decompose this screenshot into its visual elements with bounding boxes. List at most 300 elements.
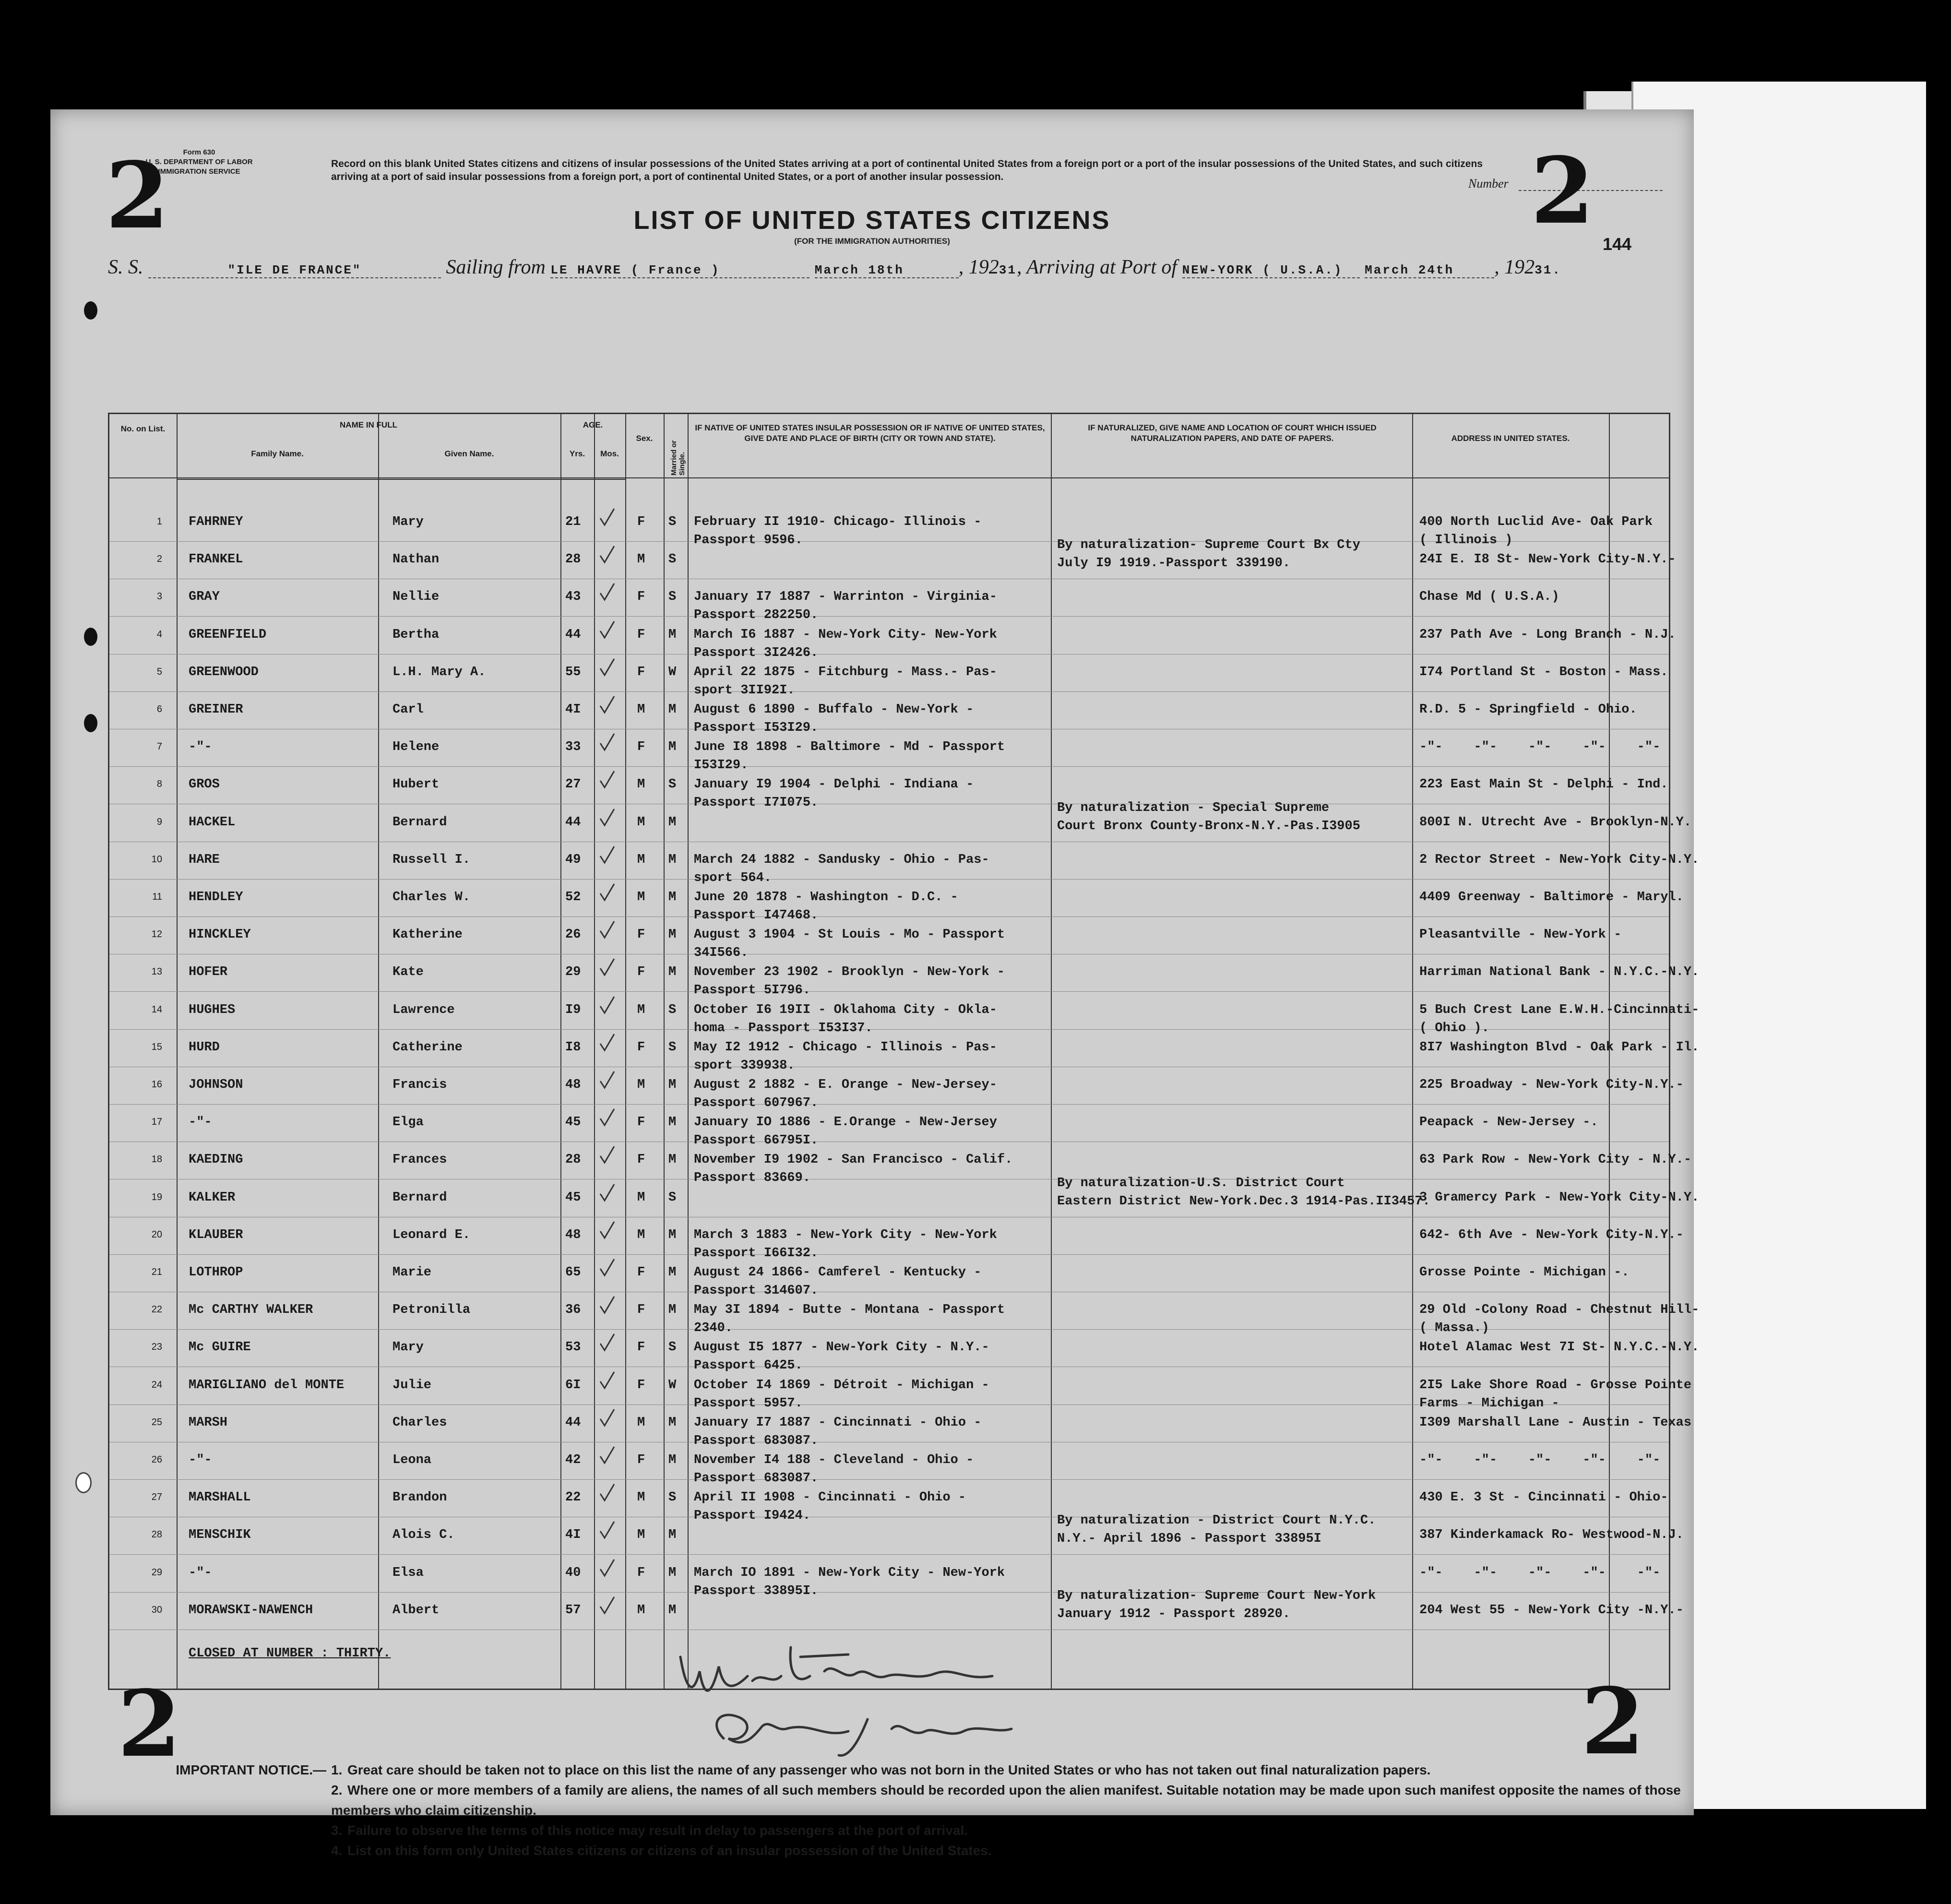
us-address: 800I N. Utrecht Ave - Brooklyn-N.Y. (1419, 815, 1692, 830)
row-rule (109, 1254, 1669, 1255)
given-name: Helene (393, 740, 440, 754)
row-number: 3 (156, 591, 162, 602)
us-address: 642- 6th Ave - New-York City-N.Y.- (1419, 1228, 1684, 1242)
naturalization-details: Court Bronx County-Bronx-N.Y.-Pas.I3905 (1057, 819, 1360, 833)
us-address: 430 E. 3 St - Cincinnati - Ohio- (1419, 1490, 1668, 1505)
sex: M (637, 1490, 645, 1505)
family-name: HURD (189, 1040, 220, 1055)
age-years: 21 (565, 515, 581, 529)
birth-details: Passport I7I075. (694, 796, 819, 810)
check-mark (599, 583, 615, 602)
birth-details: March I6 1887 - New-York City- New-York (694, 628, 997, 642)
age-years: 48 (565, 1078, 581, 1092)
row-number: 20 (151, 1229, 162, 1240)
check-mark (599, 920, 615, 940)
sex: F (637, 965, 645, 979)
birth-details: I53I29. (694, 758, 749, 773)
birth-details: Passport 66795I. (694, 1133, 819, 1148)
marital-status: M (668, 1115, 677, 1130)
punch-hole (84, 628, 97, 646)
sex: M (637, 777, 645, 792)
arriving-label: Arriving at Port of (1026, 256, 1178, 278)
age-years: 28 (565, 1153, 581, 1167)
form-number: Form 630 (183, 148, 215, 156)
row-number: 25 (151, 1417, 162, 1428)
us-address: 2 Rector Street - New-York City-N.Y. (1419, 853, 1700, 867)
birth-details: Passport I66I32. (694, 1246, 819, 1261)
row-number: 9 (156, 817, 162, 827)
birth-details: August 3 1904 - St Louis - Mo - Passport (694, 928, 1005, 942)
sex: F (637, 1115, 645, 1130)
family-name: HACKEL (189, 815, 236, 830)
check-mark (599, 508, 615, 527)
row-number: 1 (156, 516, 162, 527)
age-years: 4I (565, 1528, 581, 1542)
arrival-date: March 24th (1365, 263, 1494, 278)
given-name: Nathan (393, 552, 440, 567)
sex: M (637, 1078, 645, 1092)
marital-status: M (668, 853, 677, 867)
family-name: HENDLEY (189, 890, 243, 904)
us-address: Chase Md ( U.S.A.) (1419, 590, 1559, 604)
age-years: 48 (565, 1228, 581, 1242)
us-address: 237 Path Ave - Long Branch - N.J. (1419, 628, 1676, 642)
marital-status: M (668, 928, 677, 942)
sheet-number-top-right: 2 (1531, 137, 1594, 244)
us-address: 223 East Main St - Delphi - Ind. (1419, 777, 1668, 792)
family-name: GREINER (189, 702, 243, 717)
row-number: 5 (156, 666, 162, 677)
naturalization-details: July I9 1919.-Passport 339190. (1057, 556, 1291, 571)
given-name: Russell I. (393, 853, 471, 867)
birth-details: June 20 1878 - Washington - D.C. - (694, 890, 958, 904)
given-name: Catherine (393, 1040, 463, 1055)
age-years: 49 (565, 853, 581, 867)
family-name: FAHRNEY (189, 515, 243, 529)
naturalization-details: N.Y.- April 1896 - Passport 33895I (1057, 1532, 1321, 1546)
header-sex: Sex. (636, 434, 653, 443)
check-mark (599, 770, 615, 789)
birth-details: 2340. (694, 1321, 733, 1335)
birth-details: Passport I9424. (694, 1509, 811, 1523)
birth-details: August 24 1866- Camferel - Kentucky - (694, 1265, 982, 1280)
header-address: ADDRESS IN UNITED STATES. (1451, 434, 1570, 443)
naturalization-details: By naturalization-U.S. District Court (1057, 1176, 1345, 1190)
row-rule (109, 916, 1669, 917)
row-number: 24 (151, 1380, 162, 1390)
given-name: Bernard (393, 815, 447, 830)
us-address: 8I7 Washington Blvd - Oak Park - Il. (1419, 1040, 1700, 1055)
marital-status: M (668, 890, 677, 904)
sex: M (637, 552, 645, 567)
row-number: 30 (151, 1605, 162, 1615)
sex: F (637, 590, 645, 604)
family-name: MORAWSKI-NAWENCH (189, 1603, 313, 1618)
us-address: ( Ohio ). (1419, 1021, 1489, 1035)
family-name: HINCKLEY (189, 928, 251, 942)
year-suffix-arrival: 31. (1535, 263, 1561, 277)
us-address: 2I5 Lake Shore Road - Grosse Pointe (1419, 1378, 1692, 1392)
sex: F (637, 1378, 645, 1392)
family-name: KAEDING (189, 1153, 243, 1167)
us-address: 5 Buch Crest Lane E.W.H.-Cincinnati- (1419, 1003, 1700, 1017)
age-years: 40 (565, 1566, 581, 1580)
age-years: 4I (565, 702, 581, 717)
department-label: U. S. DEPARTMENT OF LABOR (145, 158, 253, 166)
sex: M (637, 702, 645, 717)
marital-status: S (668, 590, 677, 604)
naturalization-details: By naturalization- Supreme Court New-York (1057, 1589, 1376, 1603)
notice-item: 2. Where one or more members of a family are aliens, the names of all such members should be recorded upon the alien manifest. Suitable notation may be made upon such manifest opposite the names of those members who claim citizenship. (331, 1783, 1681, 1818)
sex: M (637, 1603, 645, 1618)
marital-status: M (668, 628, 677, 642)
header-age: AGE. (583, 420, 603, 429)
given-name: Charles (393, 1416, 447, 1430)
check-mark (599, 808, 615, 827)
page-subtitle: (FOR THE IMMIGRATION AUTHORITIES) (794, 237, 950, 246)
form-identification (96, 148, 302, 177)
check-mark (599, 1108, 615, 1127)
header-naturalized: IF NATURALIZED, GIVE NAME AND LOCATION OF COURT WHICH ISSUED NATURALIZATION PAPERS, AND DATE OF PAPERS. (1088, 423, 1377, 443)
row-number: 4 (156, 629, 162, 640)
birth-details: April II 1908 - Cincinnati - Ohio - (694, 1490, 966, 1505)
given-name: L.H. Mary A. (393, 665, 486, 679)
sex: F (637, 665, 645, 679)
marital-status: S (668, 1490, 677, 1505)
sex: F (637, 1303, 645, 1317)
sex: F (637, 928, 645, 942)
marital-status: M (668, 1566, 677, 1580)
given-name: Carl (393, 702, 424, 717)
check-mark (599, 1033, 615, 1052)
given-name: Katherine (393, 928, 463, 942)
family-name: HUGHES (189, 1003, 236, 1017)
passenger-table (108, 413, 1700, 1690)
naturalization-details: By naturalization- Supreme Court Bx Cty (1057, 538, 1360, 552)
birth-details: November I9 1902 - San Francisco - Calif. (694, 1153, 1013, 1167)
sex: M (637, 890, 645, 904)
check-mark (599, 1446, 615, 1465)
sex: M (637, 1528, 645, 1542)
check-mark (599, 1145, 615, 1165)
family-name: GRAY (189, 590, 220, 604)
age-years: 45 (565, 1190, 581, 1205)
age-years: 65 (565, 1265, 581, 1280)
marital-status: M (668, 1603, 677, 1618)
sex: M (637, 1190, 645, 1205)
family-name: KALKER (189, 1190, 236, 1205)
marital-status: S (668, 515, 677, 529)
birth-details: Passport 83669. (694, 1171, 811, 1185)
check-mark (599, 996, 615, 1015)
notice-label: IMPORTANT NOTICE.— (176, 1762, 326, 1777)
check-mark (599, 883, 615, 902)
row-number: 10 (151, 854, 162, 865)
sex: M (637, 1416, 645, 1430)
row-number: 12 (151, 929, 162, 940)
marital-status: M (668, 1416, 677, 1430)
age-years: 28 (565, 552, 581, 567)
family-name: HARE (189, 853, 220, 867)
family-name: LOTHROP (189, 1265, 243, 1280)
us-address: 4409 Greenway - Baltimore - Maryl. (1419, 890, 1684, 904)
row-number: 29 (151, 1567, 162, 1578)
manifest-page (50, 109, 1700, 1858)
birth-details: January I7 1887 - Warrinton - Virginia- (694, 590, 997, 604)
family-name: -"- (189, 1115, 212, 1130)
marital-status: S (668, 1190, 677, 1205)
us-address: ( Massa.) (1419, 1321, 1489, 1335)
birth-details: sport 3II92I. (694, 683, 795, 698)
sex: M (637, 853, 645, 867)
ship-name: "ILE DE FRANCE" (148, 263, 441, 278)
row-number: 13 (151, 966, 162, 977)
given-name: Bernard (393, 1190, 447, 1205)
departure-date: March 18th (815, 263, 959, 278)
age-years: 36 (565, 1303, 581, 1317)
departure-port: LE HAVRE ( France ) (550, 263, 809, 278)
us-address: Hotel Alamac West 7I St- N.Y.C.-N.Y. (1419, 1340, 1700, 1355)
row-rule (109, 766, 1669, 767)
birth-details: October I4 1869 - Détroit - Michigan - (694, 1378, 989, 1392)
header-name-in-full: NAME IN FULL (340, 420, 397, 429)
row-number: 27 (151, 1492, 162, 1502)
header-birth: IF NATIVE OF UNITED STATES INSULAR POSSESSION OR IF NATIVE OF UNITED STATES, GIVE DATE AND PLACE OF BIRTH (CITY OR TOWN AND STATE). (695, 423, 1045, 443)
year-suffix-departure: 31 (999, 263, 1017, 277)
row-number: 26 (151, 1454, 162, 1465)
marital-status: M (668, 1153, 677, 1167)
given-name: Charles W. (393, 890, 471, 904)
family-name: MARSH (189, 1416, 228, 1430)
row-rule (109, 879, 1669, 880)
given-name: Julie (393, 1378, 432, 1392)
birth-details: March 24 1882 - Sandusky - Ohio - Pas- (694, 853, 989, 867)
check-mark (599, 1371, 615, 1390)
birth-details: sport 339938. (694, 1059, 795, 1073)
header-family-name: Family Name. (251, 449, 304, 458)
given-name: Hubert (393, 777, 440, 792)
age-years: 53 (565, 1340, 581, 1355)
marital-status: M (668, 1078, 677, 1092)
us-address: 204 West 55 - New-York City -N.Y.- (1419, 1603, 1684, 1618)
age-years: 55 (565, 665, 581, 679)
birth-details: sport 564. (694, 871, 772, 885)
family-name: GREENFIELD (189, 628, 267, 642)
us-address: 29 Old -Colony Road - Chestnut Hill- (1419, 1303, 1700, 1317)
sex: F (637, 1265, 645, 1280)
birth-details: November 23 1902 - Brooklyn - New-York - (694, 965, 1005, 979)
marital-status: M (668, 965, 677, 979)
closing-statement: CLOSED AT NUMBER : THIRTY. (189, 1646, 391, 1661)
birth-details: Passport 6425. (694, 1358, 803, 1373)
given-name: Bertha (393, 628, 440, 642)
row-number: 28 (151, 1529, 162, 1540)
birth-details: August 2 1882 - E. Orange - New-Jersey- (694, 1078, 997, 1092)
header-years: Yrs. (569, 449, 585, 458)
check-mark (599, 1071, 615, 1090)
age-years: 57 (565, 1603, 581, 1618)
given-name: Alois C. (393, 1528, 455, 1542)
age-years: 6I (565, 1378, 581, 1392)
marital-status: M (668, 1228, 677, 1242)
us-address: Peapack - New-Jersey -. (1419, 1115, 1598, 1130)
family-name: JOHNSON (189, 1078, 243, 1092)
punch-hole (75, 1472, 92, 1493)
age-years: 44 (565, 815, 581, 830)
us-address: 400 North Luclid Ave- Oak Park (1419, 515, 1653, 529)
row-rule (109, 1592, 1669, 1593)
family-name: -"- (189, 740, 212, 754)
given-name: Frances (393, 1153, 447, 1167)
given-name: Kate (393, 965, 424, 979)
family-name: MARIGLIANO del MONTE (189, 1378, 345, 1392)
birth-details: Passport 282250. (694, 608, 819, 622)
birth-details: Passport 3I2426. (694, 646, 819, 660)
marital-status: M (668, 740, 677, 754)
sex: F (637, 1340, 645, 1355)
check-mark (599, 545, 615, 564)
birth-details: Passport I47468. (694, 908, 819, 923)
check-mark (599, 1408, 615, 1428)
marital-status: M (668, 1453, 677, 1467)
given-name: Nellie (393, 590, 440, 604)
row-number: 15 (151, 1042, 162, 1052)
notice-item: 3. Failure to observe the terms of this notice may result in delay to passengers at the port of arrival. (331, 1823, 968, 1838)
header-given-name: Given Name. (444, 449, 494, 458)
marital-status: M (668, 702, 677, 717)
us-address: 24I E. I8 St- New-York City-N.Y.- (1419, 552, 1676, 567)
us-address: -"- -"- -"- -"- -"- (1419, 1566, 1661, 1580)
birth-details: Passport 5957. (694, 1396, 803, 1411)
birth-details: February II 1910- Chicago- Illinois - (694, 515, 982, 529)
family-name: HOFER (189, 965, 228, 979)
us-address: I309 Marshall Lane - Austin - Texas (1419, 1416, 1692, 1430)
punch-hole (84, 714, 97, 732)
birth-details: Passport 5I796. (694, 983, 811, 998)
marital-status: W (668, 665, 677, 679)
check-mark (599, 1221, 615, 1240)
family-name: Mc CARTHY WALKER (189, 1303, 313, 1317)
birth-details: Passport 33895I. (694, 1584, 819, 1598)
us-address: -"- -"- -"- -"- -"- (1419, 1453, 1661, 1467)
given-name: Petronilla (393, 1303, 471, 1317)
us-address: Harriman National Bank - N.Y.C.-N.Y. (1419, 965, 1700, 979)
ss-label: S. S. (108, 256, 143, 278)
row-rule (109, 1554, 1669, 1555)
sex: F (637, 740, 645, 754)
birth-details: Passport 607967. (694, 1096, 819, 1110)
row-number: 19 (151, 1192, 162, 1202)
sex: F (637, 1153, 645, 1167)
birth-details: May 3I 1894 - Butte - Montana - Passport (694, 1303, 1005, 1317)
us-address: R.D. 5 - Springfield - Ohio. (1419, 702, 1637, 717)
row-rule (109, 1479, 1669, 1480)
check-mark (599, 1596, 615, 1615)
row-number: 2 (156, 554, 162, 564)
row-number: 18 (151, 1154, 162, 1165)
naturalization-details: Eastern District New-York.Dec.3 1914-Pas.II3457. (1057, 1194, 1430, 1209)
family-name: GROS (189, 777, 220, 792)
header-married-single: Married or Single. (670, 440, 686, 476)
family-name: MARSHALL (189, 1490, 251, 1505)
birth-details: homa - Passport I53I37. (694, 1021, 873, 1035)
row-number: 17 (151, 1117, 162, 1127)
age-years: 52 (565, 890, 581, 904)
arrival-port: NEW-YORK ( U.S.A.) (1182, 263, 1360, 278)
family-name: Mc GUIRE (189, 1340, 251, 1355)
family-name: MENSCHIK (189, 1528, 251, 1542)
age-years: 33 (565, 740, 581, 754)
row-number: 14 (151, 1004, 162, 1015)
row-number: 22 (151, 1304, 162, 1315)
sailing-from-label: Sailing from (446, 256, 546, 278)
birth-details: Passport I53I29. (694, 721, 819, 735)
sex: F (637, 1040, 645, 1055)
check-mark (599, 958, 615, 977)
sex: F (637, 1453, 645, 1467)
birth-details: 34I566. (694, 946, 749, 960)
given-name: Elga (393, 1115, 424, 1130)
given-name: Marie (393, 1265, 432, 1280)
birth-details: June I8 1898 - Baltimore - Md - Passport (694, 740, 1005, 754)
row-rule (109, 691, 1669, 692)
given-name: Leonard E. (393, 1228, 471, 1242)
given-name: Lawrence (393, 1003, 455, 1017)
age-years: 26 (565, 928, 581, 942)
age-years: 44 (565, 1416, 581, 1430)
given-name: Brandon (393, 1490, 447, 1505)
marital-status: M (668, 815, 677, 830)
birth-details: March 3 1883 - New-York City - New-York (694, 1228, 997, 1242)
birth-details: March IO 1891 - New-York City - New-York (694, 1566, 1005, 1580)
age-years: I8 (565, 1040, 581, 1055)
given-name: Mary (393, 1340, 424, 1355)
age-years: I9 (565, 1003, 581, 1017)
birth-details: January IO 1886 - E.Orange - New-Jersey (694, 1115, 997, 1130)
naturalization-details: By naturalization - District Court N.Y.C. (1057, 1513, 1376, 1528)
check-mark (599, 1258, 615, 1277)
sex: F (637, 515, 645, 529)
notice-item: 4. List on this form only United States citizens or citizens of an insular possession of the United States. (331, 1843, 992, 1858)
birth-details: Passport 683087. (694, 1471, 819, 1486)
us-address: 387 Kinderkamack Ro- Westwood-N.J. (1419, 1528, 1684, 1542)
inspector-signature (666, 1628, 1098, 1762)
row-number: 16 (151, 1079, 162, 1090)
row-number: 21 (151, 1267, 162, 1277)
marital-status: S (668, 1040, 677, 1055)
check-mark (599, 695, 615, 714)
family-name: GREENWOOD (189, 665, 259, 679)
check-mark (599, 1483, 615, 1502)
birth-details: January I9 1904 - Delphi - Indiana - (694, 777, 974, 792)
year-prefix-arrival: 192 (1504, 256, 1535, 278)
service-label: IMMIGRATION SERVICE (158, 167, 240, 176)
given-name: Leona (393, 1453, 432, 1467)
check-mark (599, 733, 615, 752)
row-number: 6 (156, 704, 162, 714)
marital-status: M (668, 1265, 677, 1280)
age-years: 27 (565, 777, 581, 792)
birth-details: January I7 1887 - Cincinnati - Ohio - (694, 1416, 982, 1430)
sex: F (637, 1566, 645, 1580)
age-years: 29 (565, 965, 581, 979)
row-number: 11 (152, 892, 162, 902)
birth-details: August 6 1890 - Buffalo - New-York - (694, 702, 974, 717)
us-address: I74 Portland St - Boston - Mass. (1419, 665, 1668, 679)
number-label: Number (1468, 177, 1509, 190)
sheet-number-top-left: 2 (106, 142, 169, 249)
given-name: Elsa (393, 1566, 424, 1580)
